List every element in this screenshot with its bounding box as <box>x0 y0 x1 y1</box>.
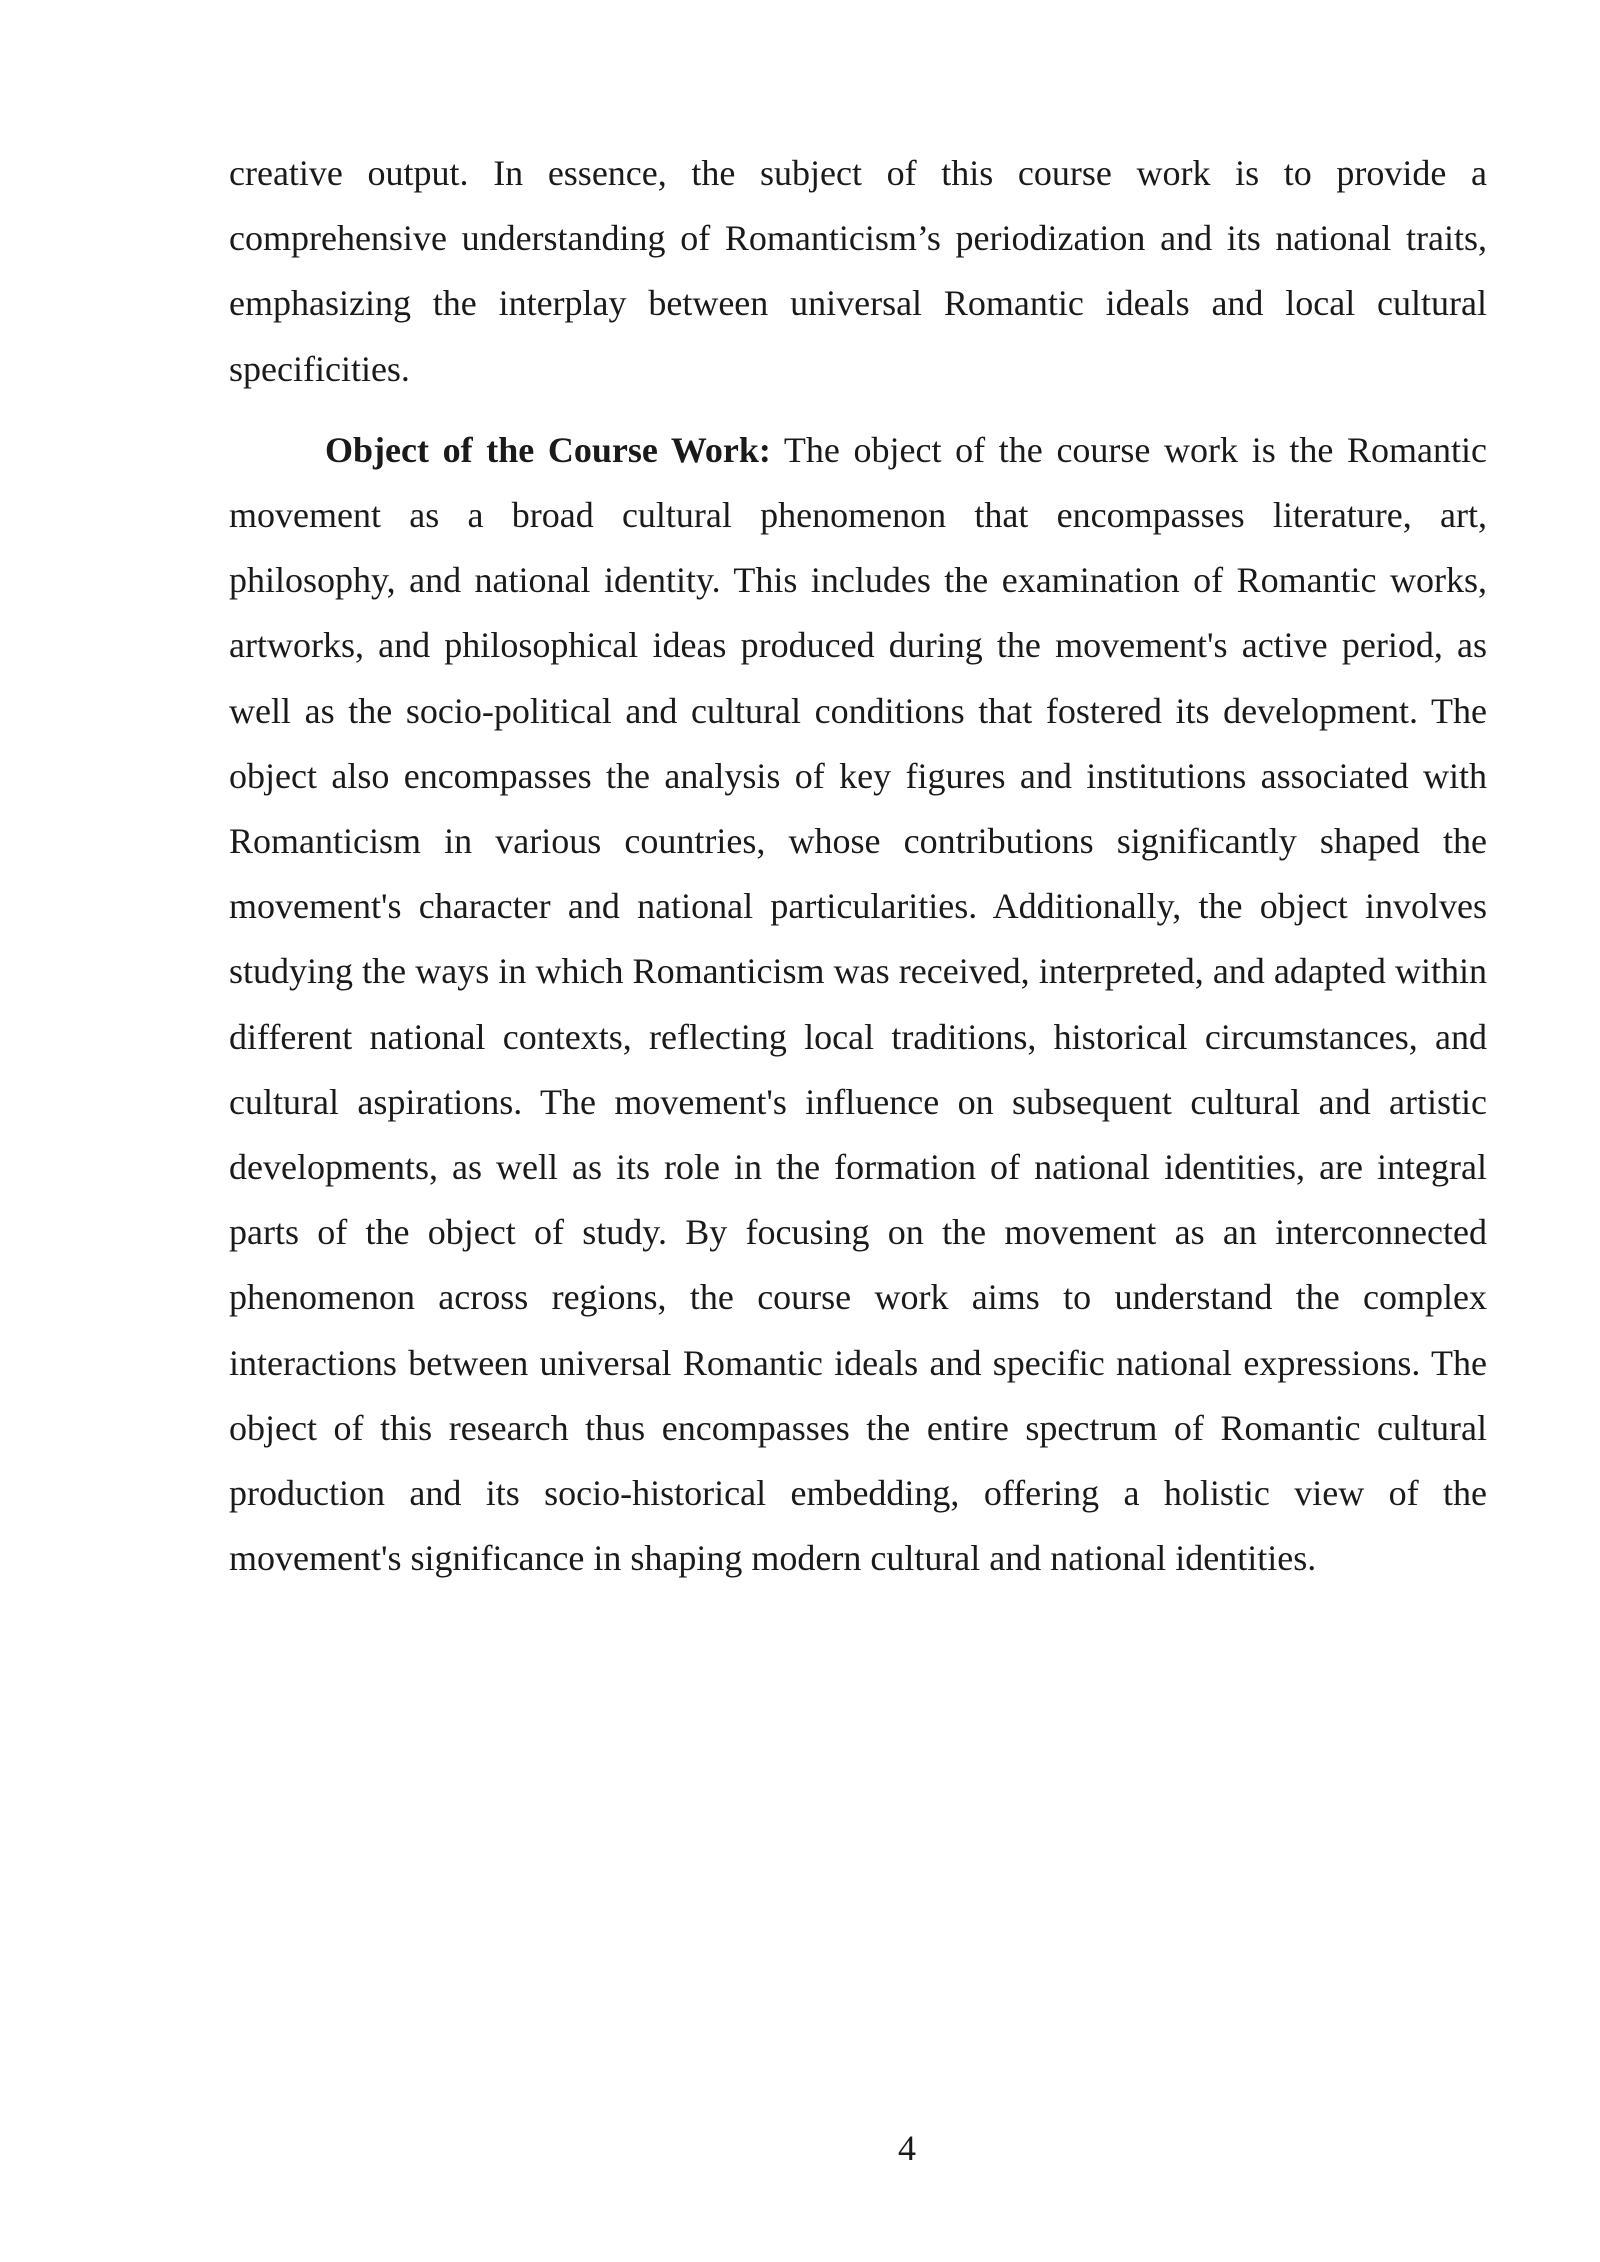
page-number: 4 <box>898 2128 916 2168</box>
body-text <box>229 141 1487 1591</box>
object-paragraph-body: The object of the course work is the Romantic movement as a broad cultural phenomenon that encompasses literature, art, philosophy, and national identity. This includes the examination of Romantic works, artworks, and philosophical ideas produced during the movement's active period, as well as the socio-political and cultural conditions that fostered its development. The object also encompasses the analysis of key figures and institutions associated with Romanticism in various countries, whose contributions significantly shaped the movement's character and national particularities. Additionally, the object involves studying the ways in which Romanticism was received, interpreted, and adapted within different national contexts, reflecting local traditions, historical circumstances, and cultural aspirations. The movement's influence on subsequent cultural and artistic developments, as well as its role in the formation of national identities, are integral parts of the object of study. By focusing on the movement as an interconnected phenomenon across regions, the course work aims to understand the complex interactions between universal Romantic ideals and specific national expressions. The object of this research thus encompasses the entire spectrum of Romantic cultural production and its socio-historical embedding, offering a holistic view of the movement's significance in shaping modern cultural and national identities. <box>229 429 1487 1579</box>
subject-paragraph-continuation: creative output. In essence, the subject of this course work is to provide a comprehensive understanding of Romanticism’s periodization and its national traits, emphasizing the interplay between universal Romantic ideals and local cultural specificities. <box>229 153 1487 389</box>
object-heading-label: Object of the Course Work: <box>325 429 771 470</box>
object-paragraph <box>229 418 1487 1592</box>
